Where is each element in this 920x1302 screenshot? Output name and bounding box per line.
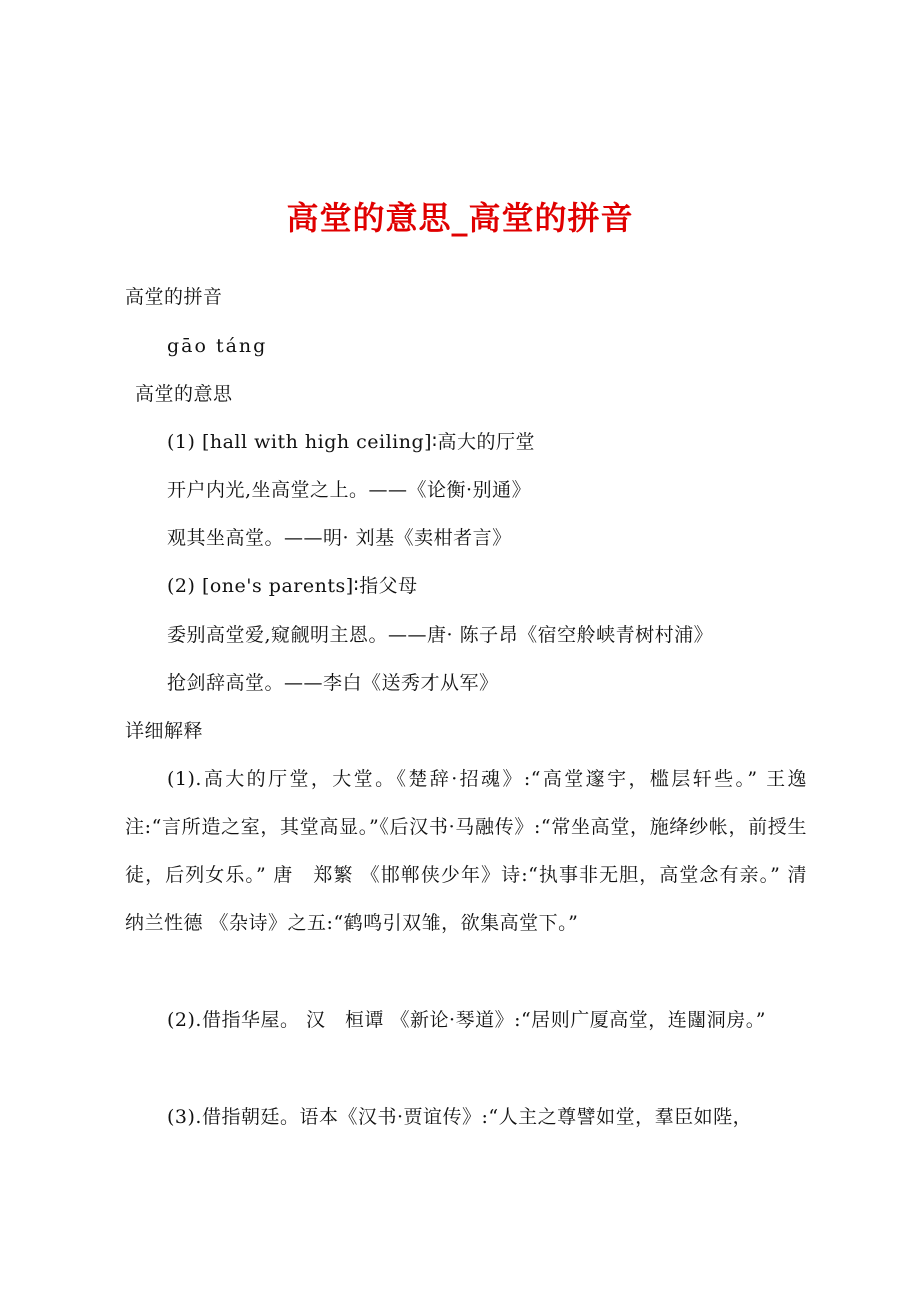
meaning-line-2: 开户内光,坐高堂之上。——《论衡·别通》 <box>167 479 532 501</box>
detail-heading: 详细解释 <box>125 720 204 742</box>
page-title: 高堂的意思_高堂的拼音 <box>286 199 634 237</box>
detail-paragraph-1: (1).高大的厅堂，大堂。《楚辞·招魂》:“高堂邃宇，槛层轩些。” 王逸 注:“言所造之室，其堂高显。”《后汉书·马融传》:“常坐高堂，施绛纱帐，前授生徒，后列女乐。” 唐 郑繁 《邯郸侠少年》诗:“执事非无胆，高堂念有亲。” 清 纳兰性德 《杂诗》之五:“鹤鸣引双雏，欲集高堂下。” <box>125 768 827 934</box>
meaning-line-6: 抢剑辞高堂。——李白《送秀才从军》 <box>167 672 499 694</box>
meaning-line-3: 观其坐高堂。——明· 刘基《卖柑者言》 <box>167 527 512 549</box>
meaning-line-4: (2) [one's parents]∶指父母 <box>167 575 418 597</box>
detail-paragraph-3: (3).借指朝廷。语本《汉书·贾谊传》:“人主之尊譬如堂，羣臣如陛， <box>167 1106 753 1128</box>
pinyin-text: gāo táng <box>167 335 268 357</box>
meaning-heading: 高堂的意思 <box>135 383 233 405</box>
pinyin-heading: 高堂的拼音 <box>125 286 223 308</box>
detail-paragraph-2: (2).借指华屋。 汉 桓谭 《新论·琴道》:“居则广厦高堂，连闥洞房。” <box>167 1009 766 1031</box>
meaning-line-5: 委别高堂爱,窥觎明主恩。——唐· 陈子昂《宿空舲峡青树村浦》 <box>167 624 714 646</box>
meaning-line-1: (1) [hall with high ceiling]∶高大的厅堂 <box>167 431 535 453</box>
